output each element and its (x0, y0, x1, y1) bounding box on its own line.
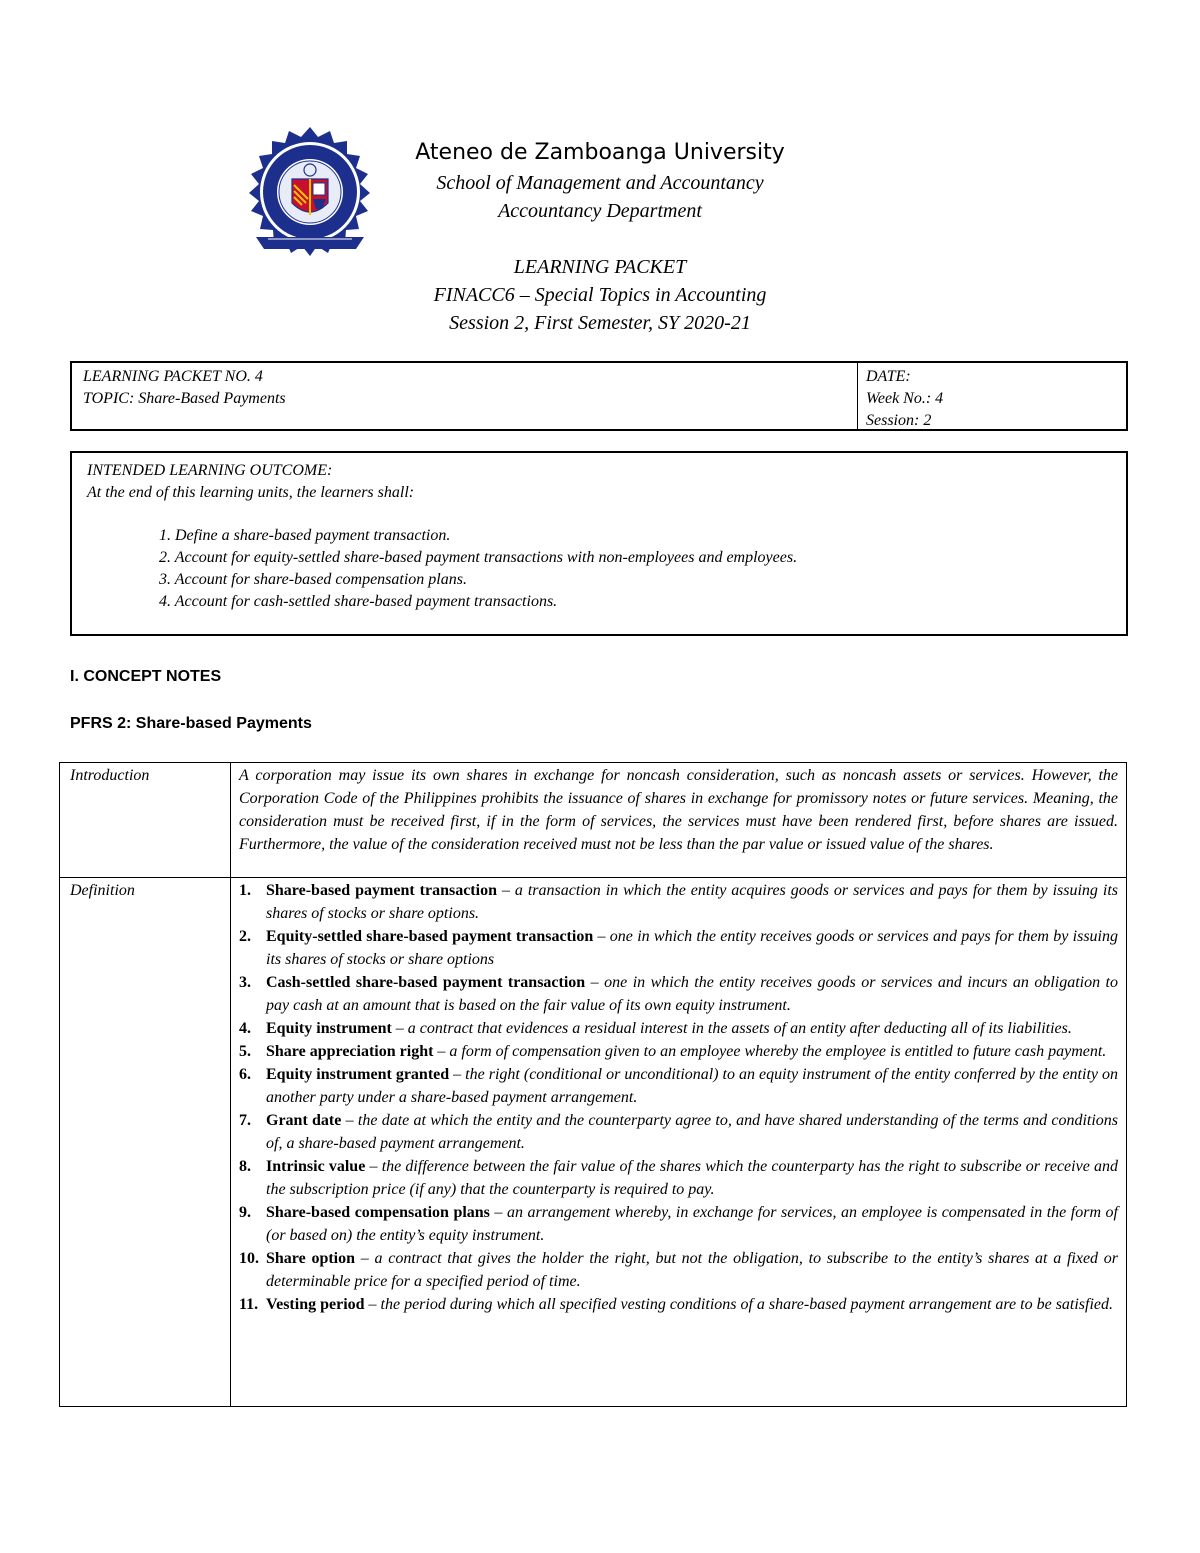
packet-week: Week No.: 4 (866, 390, 944, 407)
packet-info-left (72, 363, 858, 429)
intro-label: Introduction (60, 763, 231, 878)
definition-desc: – one in which the entity receives goods or services and incurs an obligation to pay cash at an amount that is based on the fair value of its own equity instrument. (266, 974, 1119, 1014)
definition-desc: – a form of compensation given to an employee whereby the employee is entitled to future cash payment. (433, 1043, 1107, 1060)
definition-number: 8. (239, 1158, 251, 1175)
packet-session: Session: 2 (866, 412, 932, 429)
packet-date: DATE: (866, 368, 911, 385)
learning-outcome-box (70, 451, 1128, 636)
packet-title: LEARNING PACKET (513, 256, 687, 278)
university-name: Ateneo de Zamboanga University (415, 140, 785, 165)
definition-item (239, 1109, 1118, 1155)
definition-number: 1. (239, 882, 251, 899)
definition-number: 7. (239, 1112, 251, 1129)
definition-desc: – a contract that evidences a residual interest in the assets of an entity after deducting all of its liabilities. (391, 1020, 1072, 1037)
packet-info-box (70, 361, 1128, 431)
packet-number: LEARNING PACKET NO. 4 (83, 368, 263, 385)
definition-desc: – the period during which all specified vesting conditions of a share-based payment arrangement are to be satisfied. (364, 1296, 1114, 1313)
definition-number: 2. (239, 928, 251, 945)
definition-number: 4. (239, 1020, 251, 1037)
outcome-item: 1. Define a share-based payment transaction. (159, 527, 451, 544)
definition-cell (231, 878, 1127, 1407)
definition-item (239, 1017, 1118, 1040)
school-name: School of Management and Accountancy (436, 172, 764, 194)
definition-term: Share option (266, 1250, 356, 1267)
definition-desc: – one in which the entity receives goods or services and pays for them by issuing its shares of stocks or share options (266, 928, 1118, 968)
definition-desc: – the date at which the entity and the counterparty agree to, and have shared understanding of the terms and conditions of, a share-based payment arrangement. (266, 1112, 1119, 1152)
definition-term: Equity instrument granted (266, 1066, 450, 1083)
definition-item (239, 1155, 1118, 1201)
definition-number: 5. (239, 1043, 251, 1060)
concept-notes-heading: I. CONCEPT NOTES (70, 668, 222, 685)
pfrs-heading: PFRS 2: Share-based Payments (70, 715, 312, 732)
intro-cell (231, 763, 1127, 878)
definition-list (239, 879, 1118, 1316)
table-row (60, 878, 1127, 1407)
definition-desc: – the right (conditional or unconditional) to an equity instrument of the entity conferred by the entity on another party under a share-based payment arrangement. (266, 1066, 1119, 1106)
definition-number: 11. (239, 1296, 259, 1313)
definition-item (239, 1063, 1118, 1109)
outcome-item: 3. Account for share-based compensation plans. (159, 571, 467, 588)
definition-term: Share-based compensation plans (266, 1204, 490, 1221)
definition-item (239, 1293, 1118, 1316)
definition-desc: – an arrangement whereby, in exchange for services, an employee is compensated in the form of (or based on) the entity’s equity instrument. (266, 1204, 1118, 1244)
outcome-list (87, 525, 1126, 613)
definition-term: Vesting period (266, 1296, 365, 1313)
definition-term: Share appreciation right (266, 1043, 434, 1060)
definition-desc: – the difference between the fair value of the shares which the counterparty has the right to subscribe or receive and the subscription price (if any) that the counterparty is required to pay. (266, 1158, 1118, 1198)
definition-term: Intrinsic value (266, 1158, 366, 1175)
definition-number: 3. (239, 974, 251, 991)
concept-table (59, 762, 1127, 1407)
definition-term: Share-based payment transaction (266, 882, 497, 899)
definition-item (239, 1247, 1118, 1293)
outcome-item: 4. Account for cash-settled share-based payment transactions. (159, 593, 558, 610)
definition-label: Definition (60, 878, 231, 1407)
session-title: Session 2, First Semester, SY 2020-21 (449, 312, 751, 334)
definition-item (239, 879, 1118, 925)
definition-item (239, 1040, 1118, 1063)
outcome-item: 2. Account for equity-settled share-based payment transactions with non-employees and employees. (159, 549, 798, 566)
definition-term: Equity-settled share-based payment transaction (266, 928, 594, 945)
outcome-intro: At the end of this learning units, the learners shall: (87, 484, 415, 501)
packet-info-right (858, 363, 1126, 429)
definition-desc: – a contract that gives the holder the right, but not the obligation, to subscribe to the entity’s shares at a fixed or determinable price for a specified period of time. (266, 1250, 1119, 1290)
table-row (60, 763, 1127, 878)
definition-number: 6. (239, 1066, 251, 1083)
definition-term: Equity instrument (266, 1020, 392, 1037)
definition-item (239, 1201, 1118, 1247)
definition-item (239, 971, 1118, 1017)
intro-text: A corporation may issue its own shares in exchange for noncash consideration, such as noncash assets or services. However, the Corporation Code of the Philippines prohibits the issuance of shares in exchange for promissory notes or future services. Meaning, the consideration must be received first, if in the form of services, the services must have been rendered first, before shares are issued. Furthermore, the value of the consideration received must not be less than the par value or issued value of the shares. (239, 767, 1118, 853)
definition-term: Cash-settled share-based payment transaction (266, 974, 586, 991)
outcome-title: INTENDED LEARNING OUTCOME: (87, 462, 333, 479)
department-name: Accountancy Department (498, 200, 702, 222)
definition-item (239, 925, 1118, 971)
packet-topic: TOPIC: Share-Based Payments (83, 390, 286, 407)
definition-term: Grant date (266, 1112, 342, 1129)
course-title: FINACC6 – Special Topics in Accounting (433, 284, 767, 306)
definition-number: 10. (239, 1250, 259, 1267)
definition-number: 9. (239, 1204, 251, 1221)
definition-desc: – a transaction in which the entity acquires goods or services and pays for them by issuing its shares of stocks or share options. (266, 882, 1119, 922)
